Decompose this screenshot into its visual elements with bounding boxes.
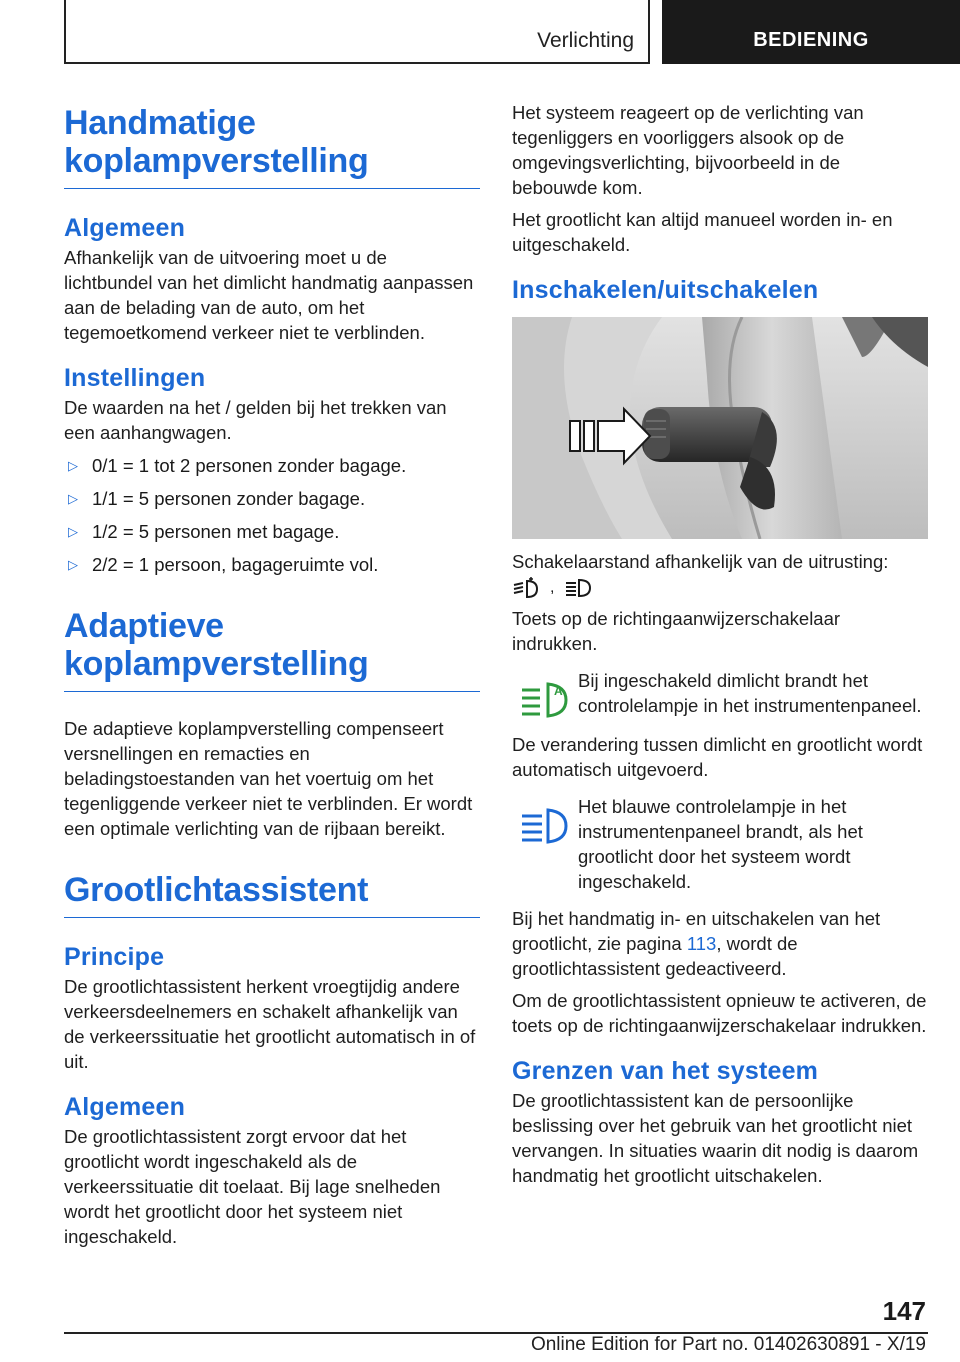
intro-paragraph-2: Het grootlicht kan altijd manueel worden in- en uitgeschakeld. [512,209,893,255]
bullet-triangle-icon: ▷ [68,491,78,506]
blue-indicator-icon-wrap [512,794,578,894]
heading-manual-headlight-adjustment: Handmatige koplampverstelling [64,104,480,189]
left-column [64,100,480,1249]
header-rule-bottom [64,62,650,64]
general-paragraph: Afhankelijk van de uitvoering moet u de lichtbundel van het dimlicht handmatig aanpassen aan de belading van de auto, om het tegemoetkomend verkeer niet te verblinden. [64,247,474,343]
high-beam-assist-icon [512,577,540,599]
settings-paragraph: De waarden na het / gelden bij het trekken van een aanhangwagen. [64,397,447,443]
high-beam-icon [564,577,592,599]
bullet-triangle-icon: ▷ [68,524,78,539]
green-indicator-icon-wrap [512,668,578,720]
heading-switch-on-off: Inschakelen/uitschakelen [512,276,819,304]
bullet-triangle-icon: ▷ [68,557,78,572]
bullet-triangle-icon: ▷ [68,458,78,473]
list-item-text: 1/2 = 5 personen met bagage. [92,521,340,542]
heading-settings: Instellingen [64,364,206,392]
manual-switch-paragraph [512,906,928,981]
header-section-title: Verlichting [537,29,634,52]
principle-paragraph: De grootlichtassistent herkent vroegtijdig andere verkeersdeelnemers en schakelt afhankelijk van de verkeerssituatie het grootlicht automatisch in of uit. [64,976,476,1072]
turn-signal-stalk-illustration [512,317,928,539]
list-item-text: 1/1 = 5 personen zonder bagage. [92,488,366,509]
adaptive-paragraph: De adaptieve koplampverstelling compenseert versnellingen en remacties en beladingstoestanden van het voertuig om het tegenliggende verkeer niet te verblinden. Er wordt een optimale verlichting van de rijbaan bereikt. [64,718,473,839]
footer-edition: Online Edition for Part no. 01402630891 - X/19 [530,1334,926,1355]
switch-position-paragraph: Schakelaarstand afhankelijk van de uitrusting: [512,551,889,572]
page-number: 147 [882,1296,926,1326]
manual-text-pre: Bij het handmatig in- en uitschakelen van het grootlicht, zie pagina [512,908,881,954]
settings-list [64,453,480,577]
list-item [64,519,480,544]
list-item [64,552,480,577]
limits-paragraph: De grootlichtassistent kan de persoonlijke beslissing over het gebruik van het grootlicht niet vervangen. In situaties waarin dit nodig is daarom handmatig het grootlicht uitschakelen. [512,1090,919,1186]
auto-switch-paragraph: De verandering tussen dimlicht en grootlicht wordt automatisch uitgevoerd. [512,734,923,780]
right-column [512,100,928,1188]
header-chapter-label: BEDIENING [753,29,869,51]
high-beam-assist-green-icon [520,680,570,720]
heading-system-limits: Grenzen van het systeem [512,1057,819,1085]
blue-indicator-text: Het blauwe controlelampje in het instrumentenpaneel brandt, als het grootlicht door het systeem wordt ingeschakeld. [578,796,863,892]
switch-icons-row [512,576,928,600]
heading-high-beam-assistant: Grootlichtassistent [64,871,480,918]
green-indicator-row [512,668,928,720]
svg-text:A: A [554,684,563,698]
reactivate-paragraph: Om de grootlichtassistent opnieuw te activeren, de toets op de richtingaanwijzerschakelaar indrukken. [512,990,927,1036]
high-beam-blue-icon [520,806,570,846]
intro-paragraph-1: Het systeem reageert op de verlichting van tegenliggers en voorliggers alsook op de omgevingsverlichting, bijvoorbeeld in de bebouwde kom. [512,102,864,198]
list-item-text: 2/2 = 1 persoon, bagageruimte vol. [92,554,379,575]
list-item [64,486,480,511]
blue-indicator-row [512,794,928,894]
manual-text-post: , wordt de grootlichtassistent gedeactiveerd. [512,933,798,979]
stalk-drawing [512,317,928,539]
header-rule-mid [648,0,650,64]
heading-general: Algemeen [64,214,186,242]
heading-general-2: Algemeen [64,1093,186,1121]
green-indicator-text: Bij ingeschakeld dimlicht brandt het controlelampje in het instrumentenpaneel. [578,670,922,716]
icons-separator: , [550,579,555,596]
page-link[interactable]: 113 [686,933,717,954]
header-chapter-tab [662,0,960,64]
press-button-paragraph: Toets op de richtingaanwijzerschakelaar indrukken. [512,608,841,654]
header-rule-left [64,0,66,64]
heading-adaptive-headlight-adjustment: Adaptieve koplampverstelling [64,607,480,692]
list-item [64,453,480,478]
list-item-text: 0/1 = 1 tot 2 personen zonder bagage. [92,455,407,476]
general2-paragraph: De grootlichtassistent zorgt ervoor dat het grootlicht wordt ingeschakeld als de verkeerssituatie dit toelaat. Bij lage snelheden wordt het grootlicht door het systeem niet ingeschakeld. [64,1126,441,1247]
heading-principle: Principe [64,943,165,971]
